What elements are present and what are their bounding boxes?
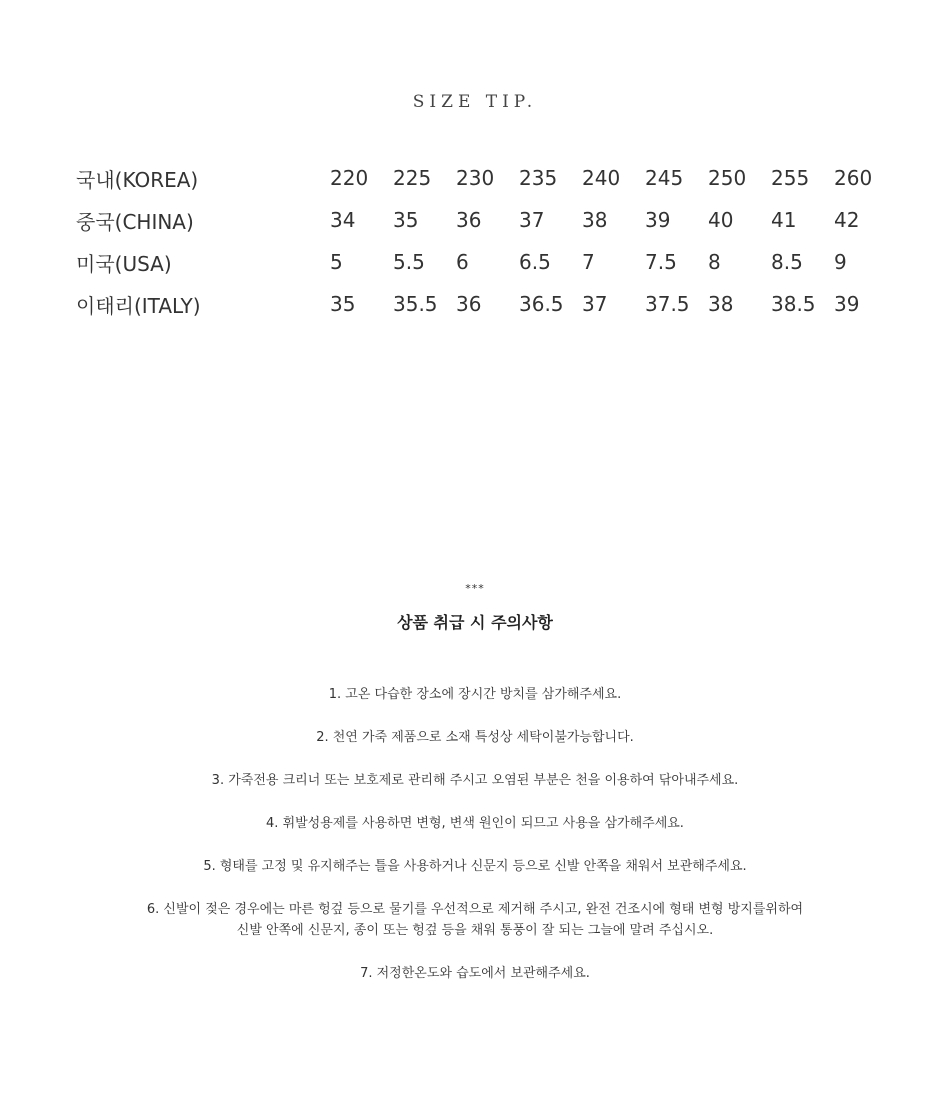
size-row-label: 국내(KOREA) [76, 167, 199, 192]
care-item [0, 770, 950, 791]
size-value: 40 [708, 208, 734, 232]
size-value: 225 [393, 166, 432, 190]
size-row-china [76, 199, 897, 241]
care-item [0, 856, 950, 877]
care-item-line: 4. 휘발성용제를 사용하면 변형, 변색 원인이 되므고 사용을 삼가해주세요. [266, 816, 684, 831]
size-value: 37.5 [645, 292, 690, 316]
care-item [0, 963, 950, 984]
care-item [0, 899, 950, 941]
size-value: 240 [582, 166, 621, 190]
size-value: 220 [330, 166, 369, 190]
size-value: 39 [834, 292, 860, 316]
size-value: 9 [834, 250, 847, 274]
size-value: 230 [456, 166, 495, 190]
size-value: 250 [708, 166, 747, 190]
size-value: 6.5 [519, 250, 551, 274]
size-value: 41 [771, 208, 797, 232]
size-row-label: 이태리(ITALY) [76, 293, 201, 318]
size-value: 42 [834, 208, 860, 232]
size-value: 39 [645, 208, 671, 232]
size-value: 36.5 [519, 292, 564, 316]
care-item-line: 1. 고온 다습한 장소에 장시간 방치를 삼가해주세요. [328, 687, 622, 702]
size-value: 7.5 [645, 250, 677, 274]
size-row-korea [76, 157, 897, 199]
care-item [0, 727, 950, 748]
care-item-line: 2. 천연 가죽 제품으로 소재 특성상 세탁이불가능합니다. [316, 730, 634, 745]
care-item-line: 6. 신발이 젖은 경우에는 마른 헝겊 등으로 물기를 우선적으로 제거해 주시고, 완전 건조시에 형태 변형 방지를위하여 [146, 902, 804, 917]
size-tip-title: SIZE TIP. [412, 92, 538, 112]
size-value: 7 [582, 250, 595, 274]
size-value: 5.5 [393, 250, 425, 274]
size-table [76, 157, 897, 325]
size-value: 8 [708, 250, 721, 274]
size-value: 260 [834, 166, 873, 190]
size-row-usa [76, 241, 897, 283]
size-value: 8.5 [771, 250, 803, 274]
size-value: 35 [393, 208, 419, 232]
care-item-line: 3. 가죽전용 크리너 또는 보호제로 관리해 주시고 오염된 부분은 천을 이용하여 닦아내주세요. [211, 773, 739, 788]
size-value: 38.5 [771, 292, 816, 316]
size-value: 35.5 [393, 292, 438, 316]
size-value: 6 [456, 250, 469, 274]
size-value: 35 [330, 292, 356, 316]
size-value: 235 [519, 166, 558, 190]
size-value: 255 [771, 166, 810, 190]
size-value: 38 [708, 292, 734, 316]
care-item-line: 신발 안쪽에 신문지, 종이 또는 헝겊 등을 채워 통풍이 잘 되는 그늘에 말려 주십시오. [236, 923, 714, 938]
size-row-label: 미국(USA) [76, 251, 172, 276]
size-value: 36 [456, 292, 482, 316]
size-value: 37 [582, 292, 608, 316]
care-item-line: 5. 형태를 고정 및 유지해주는 틀을 사용하거나 신문지 등으로 신발 안쪽을 채워서 보관해주세요. [203, 859, 747, 874]
size-value: 5 [330, 250, 343, 274]
size-value: 34 [330, 208, 356, 232]
care-item [0, 684, 950, 705]
size-row-italy [76, 283, 897, 325]
size-value: 36 [456, 208, 482, 232]
care-item [0, 813, 950, 834]
care-item-line: 7. 저정한온도와 습도에서 보관해주세요. [360, 966, 590, 981]
size-value: 38 [582, 208, 608, 232]
care-notice-list [0, 684, 950, 1006]
size-value: 37 [519, 208, 545, 232]
size-row-label: 중국(CHINA) [76, 209, 194, 234]
care-notice-title: 상품 취급 시 주의사항 [397, 613, 553, 632]
section-divider-stars: *** [465, 582, 485, 595]
size-value: 245 [645, 166, 684, 190]
